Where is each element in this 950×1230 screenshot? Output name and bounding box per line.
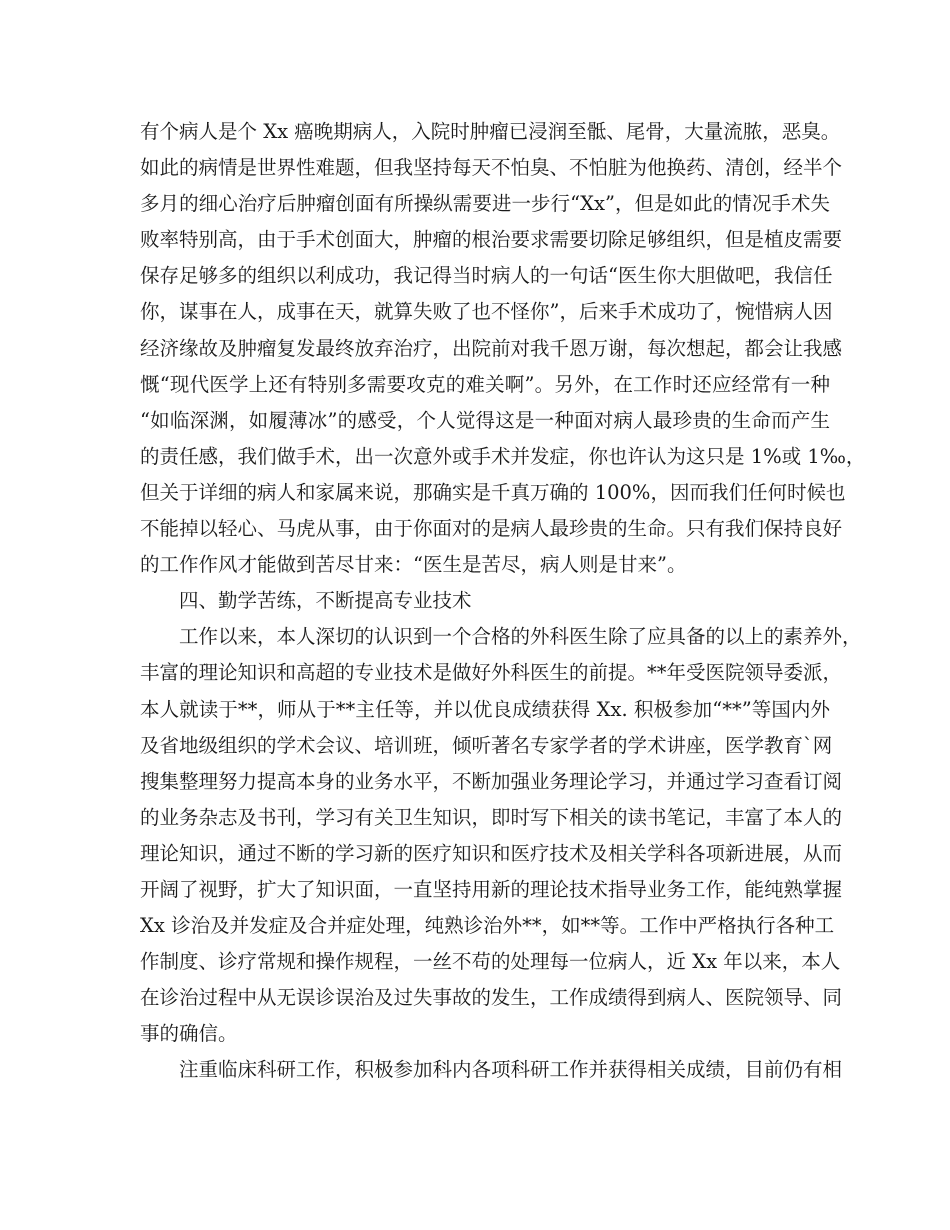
text-line: 在诊治过程中从无误诊误治及过失事故的发生，工作成绩得到病人、医院领导、同 [140,986,843,1010]
text-line: 多月的细心治疗后肿瘤创面有所操纵需要进一步行“Xx”，但是如此的情况手术失 [140,192,830,216]
paragraph [140,1052,843,1088]
text-line: 经济缘故及肿瘤复发最终放弃治疗，出院前对我千恩万谢，每次想起，都会让我感 [140,336,843,360]
text-line: 败率特别高，由于手术创面大，肿瘤的根治要求需要切除足够组织，但是植皮需要 [140,228,843,252]
text-line: Xx 诊治及并发症及合并症处理，纯熟诊治外**，如**等。工作中严格执行各种工 [140,914,835,938]
text-line: 不能掉以轻心、马虎从事，由于你面对的是病人最珍贵的生命。只有我们保持良好 [140,517,843,541]
paragraph [140,619,862,1052]
text-line: 的业务杂志及书刊，学习有关卫生知识，即时写下相关的读书笔记，丰富了本人的 [140,805,843,829]
text-line: 本人就读于**，师从于**主任等，并以优良成绩获得 Xx. 积极参加“**”等国内外 [140,697,830,721]
text-line: 及省地级组织的学术会议、培训班，倾听著名专家学者的学术讲座，医学教育`网 [140,733,833,757]
text-line: 开阔了视野，扩大了知识面，一直坚持用新的理论技术指导业务工作，能纯熟掌握 [140,877,843,901]
text-line: 的责任感，我们做手术，出一次意外或手术并发症，你也许认为这只是 1%或 1‰， [140,444,866,468]
text-line: 工作以来，本人深切的认识到一个合格的外科医生除了应具备的以上的素养外， [179,625,862,649]
text-line: 如此的病情是世界性难题，但我坚持每天不怕臭、不怕脏为他换药、清创，经半个 [140,156,843,180]
text-line: 慨“现代医学上还有特别多需要攻克的难关啊”。另外，在工作时还应经常有一种 [140,372,830,396]
text-line: 但关于详细的病人和家属来说，那确实是千真万确的 100%，因而我们任何时候也 [140,480,846,504]
paragraph [140,583,830,619]
text-line: 事的确信。 [140,1022,238,1046]
text-line: “如临深渊，如履薄冰”的感受，个人觉得这是一种面对病人最珍贵的生命而产生 [140,408,830,432]
text-line: 理论知识，通过不断的学习新的医疗知识和医疗技术及相关学科各项新进展，从而 [140,841,843,865]
text-line: 搜集整理努力提高本身的业务水平，不断加强业务理论学习，并通过学习查看订阅 [140,769,843,793]
text-line: 四、勤学苦练，不断提高专业技术 [179,589,472,613]
text-line: 丰富的理论知识和高超的专业技术是做好外科医生的前提。**年受医院领导委派， [140,661,843,685]
text-line: 作制度、诊疗常规和操作规程，一丝不苟的处理每一位病人，近 Xx 年以来，本人 [140,950,841,974]
text-line: 你，谋事在人，成事在天，就算失败了也不怪你”，后来手术成功了，惋惜病人因 [140,300,833,324]
text-line: 注重临床科研工作，积极参加科内各项科研工作并获得相关成绩，目前仍有相 [179,1058,843,1082]
document-body [140,114,866,1089]
text-line: 的工作作风才能做到苦尽甘来：“医生是苦尽，病人则是甘来”。 [140,553,687,577]
text-line: 保存足够多的组织以利成功，我记得当时病人的一句话“医生你大胆做吧，我信任 [140,264,833,288]
text-line: 有个病人是个 Xx 癌晚期病人，入院时肿瘤已浸润至骶、尾骨，大量流脓，恶臭。 [140,120,841,143]
paragraph [140,114,866,583]
